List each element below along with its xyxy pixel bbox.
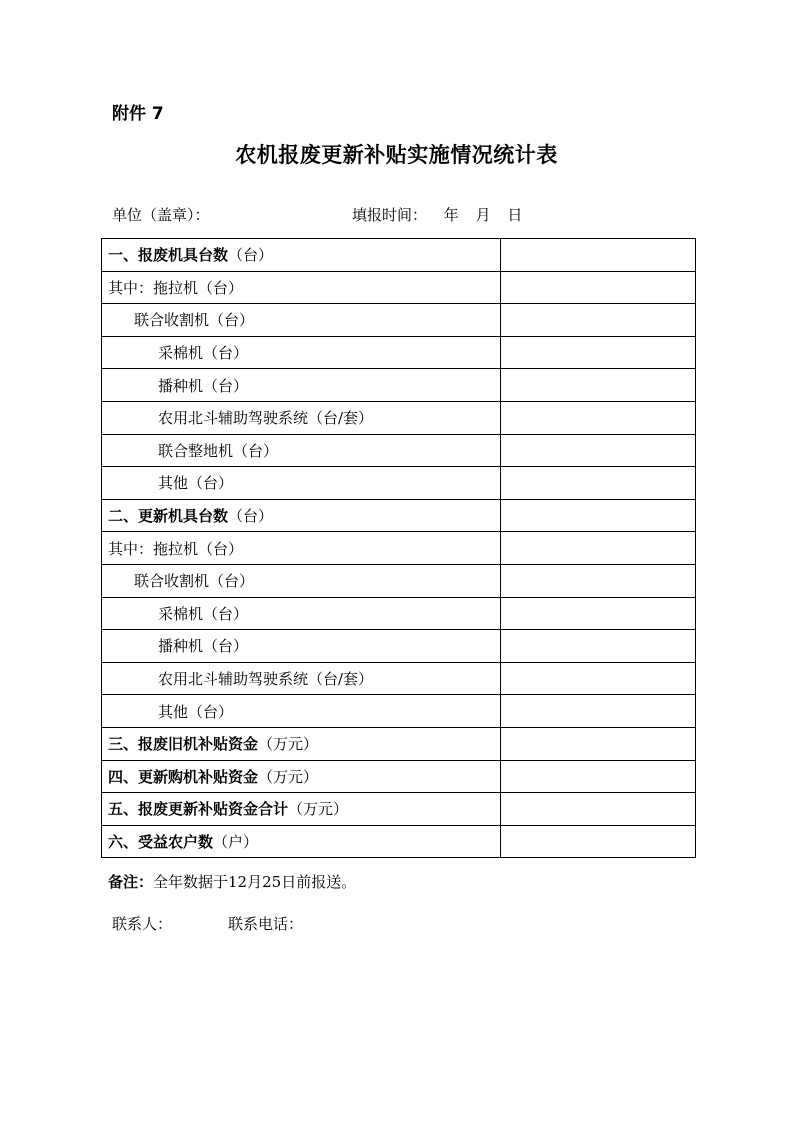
- row-label-bold: 五、报废更新补贴资金合计: [108, 800, 289, 819]
- row-label-bold: 二、更新机具台数: [108, 507, 229, 526]
- statistics-table: [101, 238, 696, 858]
- value-cell[interactable]: [501, 825, 696, 858]
- row-label: [102, 727, 501, 760]
- fill-time-label: 填报时间：: [352, 206, 428, 224]
- row-label: [102, 434, 501, 467]
- table-row: [102, 662, 696, 695]
- row-label-text: （台）: [228, 507, 274, 526]
- row-label-text: （万元）: [258, 735, 319, 754]
- row-label: [102, 336, 501, 369]
- table-row: [102, 760, 696, 793]
- row-label-text: （万元）: [258, 767, 319, 786]
- row-label: [102, 825, 501, 858]
- table-row: [102, 467, 696, 500]
- row-label: [102, 630, 501, 663]
- value-cell[interactable]: [501, 499, 696, 532]
- contact-person-label: 联系人：: [112, 915, 173, 933]
- month-label: 月: [475, 206, 491, 224]
- row-label-text: 农用北斗辅助驾驶系统（台/套）: [158, 670, 374, 689]
- fill-time: [352, 204, 522, 225]
- row-label: [102, 304, 501, 337]
- table-row: [102, 793, 696, 826]
- row-label-text: 农用北斗辅助驾驶系统（台/套）: [158, 409, 374, 428]
- table-row: [102, 369, 696, 402]
- unit-stamp-label: 单位（盖章）：: [112, 206, 210, 224]
- row-label-text: 联合收割机（台）: [134, 572, 255, 591]
- table-row: [102, 695, 696, 728]
- value-cell[interactable]: [501, 727, 696, 760]
- contact-phone-label: 联系电话：: [228, 915, 304, 933]
- table-row: [102, 271, 696, 304]
- row-label: [102, 239, 501, 272]
- value-cell[interactable]: [501, 630, 696, 663]
- row-label-bold: 一、报废机具台数: [108, 246, 229, 265]
- row-label-text: 其他（台）: [158, 474, 234, 493]
- value-cell[interactable]: [501, 532, 696, 565]
- row-label: [102, 499, 501, 532]
- table-row: [102, 564, 696, 597]
- table-row: [102, 336, 696, 369]
- row-label-bold: 四、更新购机补贴资金: [108, 767, 259, 786]
- value-cell[interactable]: [501, 564, 696, 597]
- row-label-text: （台）: [228, 246, 274, 265]
- row-label-text: 其中：拖拉机（台）: [108, 278, 244, 297]
- table-row: [102, 727, 696, 760]
- value-cell[interactable]: [501, 467, 696, 500]
- row-label-bold: 三、报废旧机补贴资金: [108, 735, 259, 754]
- note: [108, 871, 356, 892]
- note-label: 备注：: [108, 873, 154, 891]
- row-label-text: 采棉机（台）: [158, 344, 249, 363]
- value-cell[interactable]: [501, 662, 696, 695]
- table-row: [102, 239, 696, 272]
- row-label: [102, 793, 501, 826]
- value-cell[interactable]: [501, 434, 696, 467]
- row-label: [102, 467, 501, 500]
- value-cell[interactable]: [501, 401, 696, 434]
- value-cell[interactable]: [501, 695, 696, 728]
- value-cell[interactable]: [501, 369, 696, 402]
- row-label-bold: 六、受益农户数: [108, 832, 214, 851]
- row-label-text: （万元）: [288, 800, 349, 819]
- value-cell[interactable]: [501, 304, 696, 337]
- table-row: [102, 825, 696, 858]
- table-row: [102, 499, 696, 532]
- row-label-text: 播种机（台）: [158, 376, 249, 395]
- row-label-text: 采棉机（台）: [158, 604, 249, 623]
- value-cell[interactable]: [501, 271, 696, 304]
- note-text: 全年数据于12月25日前报送。: [153, 873, 357, 891]
- value-cell[interactable]: [501, 597, 696, 630]
- row-label: [102, 532, 501, 565]
- value-cell[interactable]: [501, 336, 696, 369]
- row-label: [102, 695, 501, 728]
- row-label: [102, 369, 501, 402]
- table-row: [102, 630, 696, 663]
- table-row: [102, 401, 696, 434]
- row-label-text: 其他（台）: [158, 702, 234, 721]
- row-label: [102, 564, 501, 597]
- row-label-text: 联合整地机（台）: [158, 441, 279, 460]
- row-label: [102, 271, 501, 304]
- row-label-text: 播种机（台）: [158, 637, 249, 656]
- table-row: [102, 434, 696, 467]
- value-cell[interactable]: [501, 793, 696, 826]
- attachment-label: 附件 7: [112, 104, 164, 124]
- value-cell[interactable]: [501, 239, 696, 272]
- table-row: [102, 304, 696, 337]
- row-label: [102, 662, 501, 695]
- row-label-text: 其中：拖拉机（台）: [108, 539, 244, 558]
- table-row: [102, 597, 696, 630]
- year-label: 年: [443, 206, 459, 224]
- page-title: 农机报废更新补贴实施情况统计表: [235, 142, 558, 167]
- row-label: [102, 760, 501, 793]
- row-label-text: （户）: [213, 832, 259, 851]
- table-row: [102, 532, 696, 565]
- value-cell[interactable]: [501, 760, 696, 793]
- row-label: [102, 401, 501, 434]
- row-label-text: 联合收割机（台）: [134, 311, 255, 330]
- day-label: 日: [507, 206, 523, 224]
- row-label: [102, 597, 501, 630]
